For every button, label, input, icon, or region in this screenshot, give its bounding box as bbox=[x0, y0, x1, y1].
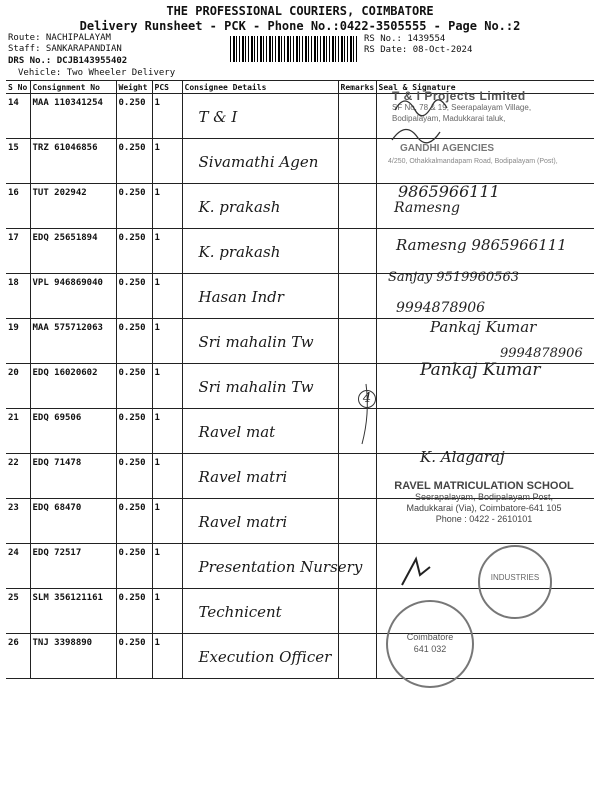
consignee-handwriting: Technicent bbox=[198, 603, 282, 621]
row-pcs: 1 bbox=[152, 364, 182, 409]
school-stamp-line2: Madukkarai (Via), Coimbatore-641 105 bbox=[406, 503, 562, 513]
row-pcs: 1 bbox=[152, 454, 182, 499]
sig-14-scribble bbox=[395, 100, 447, 116]
ti-stamp-line1: SF No. 78 & 19, Seerapalayam Village, bbox=[392, 103, 532, 112]
sig-16-name: Ramesng bbox=[394, 200, 460, 216]
row-sno: 21 bbox=[6, 409, 30, 454]
row-consignment-no: VPL 946869040 bbox=[30, 274, 116, 319]
row-sno: 20 bbox=[6, 364, 30, 409]
row-weight: 0.250 bbox=[116, 364, 152, 409]
row-sno: 22 bbox=[6, 454, 30, 499]
school-stamp-name: RAVEL MATRICULATION SCHOOL bbox=[394, 480, 574, 492]
col-consignee: Consignee Details bbox=[182, 81, 338, 94]
row-sno: 19 bbox=[6, 319, 30, 364]
row-weight: 0.250 bbox=[116, 544, 152, 589]
row-weight: 0.250 bbox=[116, 499, 152, 544]
runsheet-title: THE PROFESSIONAL COURIERS, COIMBATORE bbox=[166, 4, 434, 18]
row-weight: 0.250 bbox=[116, 184, 152, 229]
row-sno: 15 bbox=[6, 139, 30, 184]
consignee-handwriting: Sivamathi Agen bbox=[198, 153, 319, 171]
row-weight: 0.250 bbox=[116, 94, 152, 139]
row-consignment-no: EDQ 25651894 bbox=[30, 229, 116, 274]
row-consignment-no: EDQ 16020602 bbox=[30, 364, 116, 409]
row-consignment-no: EDQ 72517 bbox=[30, 544, 116, 589]
col-weight: Weight bbox=[116, 81, 152, 94]
ti-stamp-name: T & I Projects Limited bbox=[392, 89, 526, 103]
row-pcs: 1 bbox=[152, 499, 182, 544]
row-consignment-no: TUT 202942 bbox=[30, 184, 116, 229]
round-stamp-city: Coimbatore bbox=[406, 632, 454, 642]
ti-stamp-line2: Bodipalayam, Madukkarai taluk, bbox=[392, 114, 506, 123]
row-pcs: 1 bbox=[152, 184, 182, 229]
row-weight: 0.250 bbox=[116, 454, 152, 499]
row-pcs: 1 bbox=[152, 139, 182, 184]
col-remarks: Remarks bbox=[338, 81, 376, 94]
sig-19-phone: 9994878906 bbox=[396, 300, 486, 316]
runsheet-subtitle: Delivery Runsheet - PCK - Phone No.:0422-3505555 - Page No.:2 bbox=[79, 19, 521, 33]
drs-number: DRS No.: DCJB143955402 bbox=[8, 56, 128, 66]
consignee-handwriting: Ravel matri bbox=[198, 513, 288, 531]
sig-17: Ramesng 9865966111 bbox=[396, 236, 567, 254]
row-pcs: 1 bbox=[152, 544, 182, 589]
consignee-handwriting: Hasan Indr bbox=[198, 288, 284, 306]
school-stamp-phone: Phone : 0422 - 2610101 bbox=[435, 514, 533, 524]
row-sno: 14 bbox=[6, 94, 30, 139]
sig-20-name: Pankaj Kumar bbox=[420, 360, 541, 380]
row-consignment-no: EDQ 68470 bbox=[30, 499, 116, 544]
staff-label: Staff: SANKARAPANDIAN bbox=[8, 44, 122, 54]
row-pcs: 1 bbox=[152, 94, 182, 139]
row-sno: 26 bbox=[6, 634, 30, 679]
consignee-handwriting: K. prakash bbox=[198, 198, 281, 216]
sig-20-phone: 9994878906 bbox=[500, 346, 583, 361]
row-sno: 16 bbox=[6, 184, 30, 229]
rs-number: RS No.: 1439554 bbox=[364, 34, 446, 44]
row-weight: 0.250 bbox=[116, 634, 152, 679]
row-sno: 23 bbox=[6, 499, 30, 544]
row-pcs: 1 bbox=[152, 589, 182, 634]
row-consignment-no: MAA 110341254 bbox=[30, 94, 116, 139]
row-sno: 25 bbox=[6, 589, 30, 634]
sig-16-phone: 9865966111 bbox=[398, 182, 500, 201]
route-label: Route: NACHIPALAYAM bbox=[8, 33, 111, 43]
consignee-handwriting: Execution Officer bbox=[198, 648, 332, 666]
remark-tick bbox=[362, 384, 367, 444]
row-pcs: 1 bbox=[152, 409, 182, 454]
row-pcs: 1 bbox=[152, 229, 182, 274]
row-pcs: 1 bbox=[152, 319, 182, 364]
sig-25-scribble bbox=[402, 559, 430, 585]
row-consignment-no: MAA 575712063 bbox=[30, 319, 116, 364]
consignee-handwriting: Ravel matri bbox=[198, 468, 288, 486]
consignee-handwriting: Ravel mat bbox=[198, 423, 276, 441]
gandhi-agencies-stamp: GANDHI AGENCIES bbox=[400, 143, 495, 154]
row-sno: 18 bbox=[6, 274, 30, 319]
vehicle-label: Vehicle: Two Wheeler Delivery bbox=[18, 68, 176, 78]
consignee-handwriting: Sri mahalin Tw bbox=[198, 333, 314, 351]
col-consignment: Consignment No bbox=[30, 81, 116, 94]
row-weight: 0.250 bbox=[116, 319, 152, 364]
school-stamp-line1: Seerapalayam, Bodipalayam Post, bbox=[414, 492, 554, 502]
gandhi-agencies-address: 4/250, Othakkalmandapam Road, Bodipalayam (Post), bbox=[388, 158, 558, 165]
row-weight: 0.250 bbox=[116, 274, 152, 319]
col-signature: Seal & Signature bbox=[376, 81, 594, 94]
col-sno: S No bbox=[6, 81, 30, 94]
row-pcs: 1 bbox=[152, 274, 182, 319]
sig-22: K. Alagaraj bbox=[420, 448, 505, 466]
row-weight: 0.250 bbox=[116, 139, 152, 184]
row-sno: 17 bbox=[6, 229, 30, 274]
row-weight: 0.250 bbox=[116, 409, 152, 454]
consignee-handwriting: K. prakash bbox=[198, 243, 281, 261]
row-consignment-no: TRZ 61046856 bbox=[30, 139, 116, 184]
sig-15-scribble bbox=[392, 129, 440, 142]
row-weight: 0.250 bbox=[116, 589, 152, 634]
row-consignment-no: EDQ 71478 bbox=[30, 454, 116, 499]
row-consignment-no: EDQ 69506 bbox=[30, 409, 116, 454]
row-sno: 24 bbox=[6, 544, 30, 589]
consignee-handwriting: Sri mahalin Tw bbox=[198, 378, 314, 396]
round-stamp-pin: 641 032 bbox=[413, 644, 447, 654]
row-weight: 0.250 bbox=[116, 229, 152, 274]
sig-18: Sanjay 9519960563 bbox=[388, 270, 519, 285]
round-stamp-text: INDUSTRIES bbox=[490, 573, 540, 582]
row-consignment-no: SLM 356121161 bbox=[30, 589, 116, 634]
remark-21: 4 bbox=[358, 390, 376, 408]
row-consignment-no: TNJ 3398890 bbox=[30, 634, 116, 679]
col-pcs: PCS bbox=[152, 81, 182, 94]
consignee-handwriting: T & I bbox=[198, 108, 238, 126]
consignee-handwriting: Presentation Nursery bbox=[198, 558, 363, 576]
sig-19-name: Pankaj Kumar bbox=[430, 318, 537, 336]
row-pcs: 1 bbox=[152, 634, 182, 679]
rs-date: RS Date: 08-Oct-2024 bbox=[364, 45, 473, 55]
